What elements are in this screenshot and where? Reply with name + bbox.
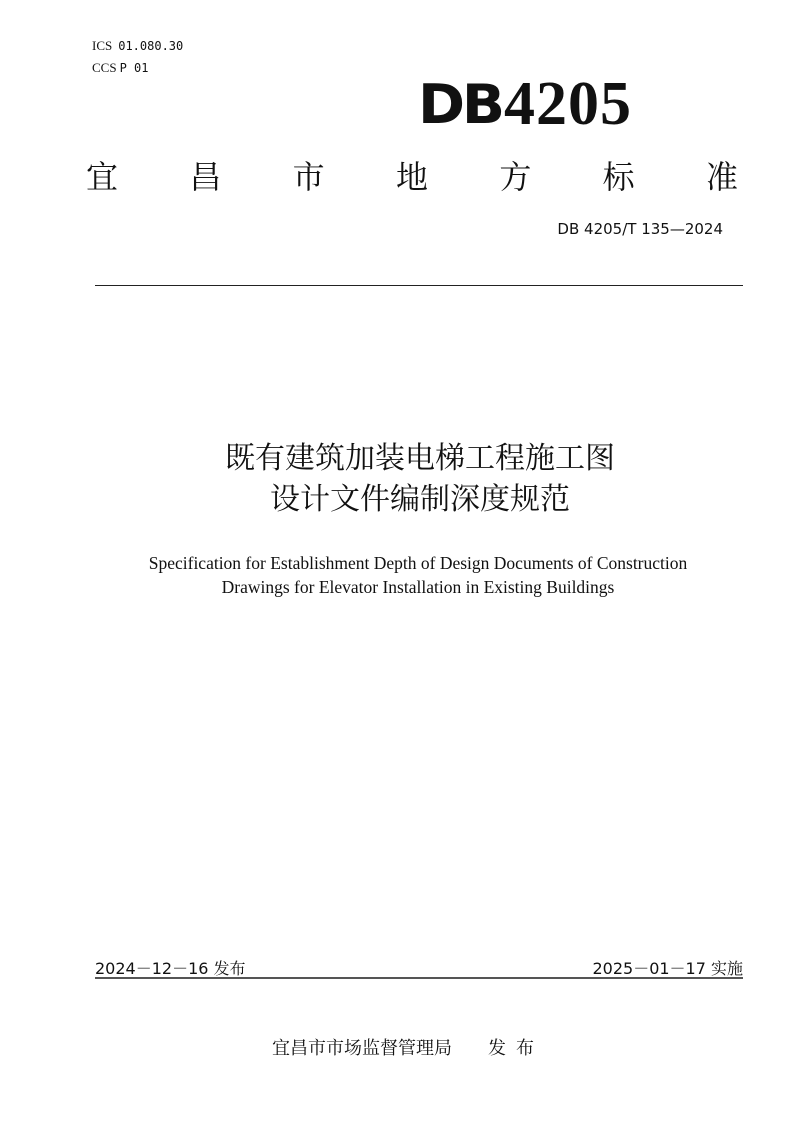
title-en-line-1: Specification for Establishment Depth of Design Documents of Construction (148, 553, 688, 573)
db-logo (418, 70, 632, 138)
publisher-name: 宜昌市市场监督管理局 (272, 1038, 452, 1059)
publisher-action: 发布 (488, 1038, 544, 1059)
document-title (0, 438, 800, 520)
title-en-line-2: Drawings for Elevator Installation in Existing Buildings (221, 577, 615, 597)
standard-type-char: 地 (395, 158, 428, 196)
implementation-date: 2025－01－17 实施 (592, 959, 743, 978)
standard-type-char: 方 (499, 158, 532, 196)
standard-type-char: 昌 (189, 158, 222, 196)
footer-divider (95, 977, 743, 979)
title-line-2: 设计文件编制深度规范 (270, 482, 570, 517)
ccs-value: P 01 (119, 61, 149, 75)
standard-type-char: 市 (292, 158, 325, 196)
title-line-1: 既有建筑加装电梯工程施工图 (225, 441, 615, 476)
logo-prefix: DB (418, 73, 502, 136)
standard-type-char: 标 (602, 158, 635, 196)
standard-type (86, 152, 738, 198)
ccs-code (92, 60, 148, 76)
ccs-label: CCS (92, 60, 117, 75)
ics-value: 01.080.30 (118, 39, 184, 53)
standard-type-char: 宜 (86, 158, 119, 196)
ics-label: ICS (92, 38, 113, 53)
publisher (272, 1034, 544, 1060)
standard-type-char: 准 (705, 158, 738, 196)
logo-number: 4205 (503, 70, 632, 138)
header-divider (95, 285, 743, 286)
standard-number: DB 4205/T 135—2024 (557, 220, 723, 238)
ics-code (92, 38, 183, 54)
issue-date: 2024－12－16 发布 (95, 959, 246, 978)
document-title-english (0, 551, 800, 599)
